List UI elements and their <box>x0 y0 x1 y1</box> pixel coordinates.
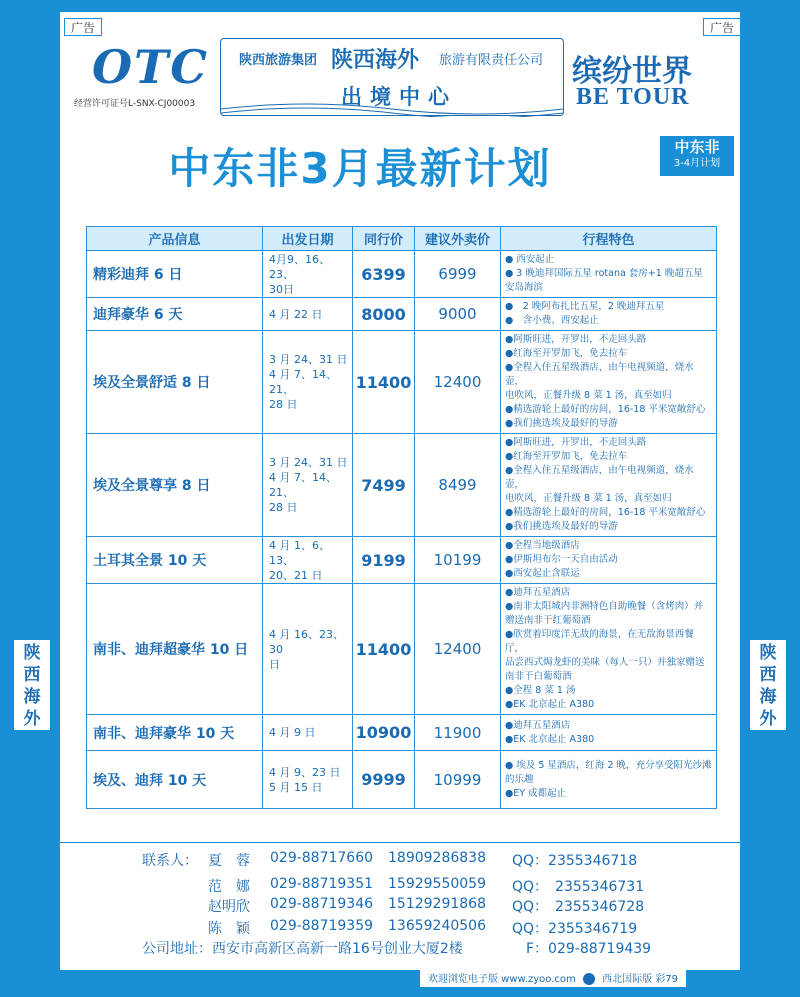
right-band <box>740 120 800 970</box>
product-name: 迪拜豪华 6 天 <box>87 298 263 331</box>
feature-line: ●迪拜五星酒店 <box>505 587 571 598</box>
product-name: 埃及全景尊享 8 日 <box>87 434 263 537</box>
feature-line: ●阿斯旺进，开罗出，不走回头路 <box>505 437 647 448</box>
product-name: 南非、迪拜豪华 10 天 <box>87 715 263 751</box>
contact-row <box>86 896 716 916</box>
contact-name: 范 娜 <box>208 879 250 895</box>
itinerary-table <box>86 226 716 809</box>
company-name: 旅游有限责任公司 <box>439 53 544 68</box>
departure-dates <box>263 331 353 434</box>
date-line: 日 <box>269 657 280 671</box>
departure-dates <box>263 584 353 715</box>
date-line: 28 日 <box>269 501 298 514</box>
trade-price: 11400 <box>353 584 415 715</box>
col-price: 同行价 <box>353 227 415 251</box>
date-line: 30日 <box>269 282 294 296</box>
table-row <box>87 584 717 715</box>
contact-row <box>86 850 716 870</box>
contact-mobile: 15929550059 <box>388 876 486 892</box>
contact-name: 陈 颖 <box>208 921 250 937</box>
header <box>60 12 740 120</box>
footer <box>420 968 686 987</box>
feature-line: ●EK 北京起止 A380 <box>505 699 595 710</box>
license-number: 经营许可证号L-SNX-CJ00003 <box>74 99 196 109</box>
table-row <box>87 751 717 809</box>
itinerary-features <box>501 751 717 809</box>
retail-price: 10199 <box>415 537 501 584</box>
date-line: 5 月 15 日 <box>269 780 323 794</box>
feature-line: ●精选游轮上最好的房间，16-18 平米宽敞舒心 <box>505 507 706 518</box>
feature-line: ● 西安起止 <box>505 254 555 265</box>
region-period: 3-4月计划 <box>673 158 721 169</box>
itinerary-features <box>501 298 717 331</box>
feature-line: ●全程 8 菜 1 汤 <box>505 685 576 696</box>
contact-mobile: 15129291868 <box>388 896 486 912</box>
feature-line: 电吹风，正餐升级 8 菜 1 汤，真至如归 <box>505 493 672 504</box>
feature-line: ●欣赏着印度洋无敌的海景，在无敌海景西餐厅， <box>505 629 694 654</box>
product-name: 精彩迪拜 6 日 <box>87 251 263 298</box>
date-line: 4 月 7、14、21、 <box>269 471 337 499</box>
date-line: 3 月 24、31 日 <box>269 456 348 469</box>
feature-line: 安岛海滨 <box>505 282 544 293</box>
date-line: 20、21 日 <box>269 568 323 582</box>
table-row <box>87 331 717 434</box>
feature-line: ● 埃及 5 星酒店，红海 2 晚，充分享受阳光沙滩 <box>505 759 712 771</box>
table-row <box>87 251 717 298</box>
trade-price: 9199 <box>353 537 415 584</box>
contact-tel: 029-88719359 <box>270 918 374 934</box>
date-line: 4 月 9 日 <box>269 726 316 739</box>
table-row <box>87 434 717 537</box>
date-line: 4 月 1、6、13、 <box>269 538 330 567</box>
date-line: 3 月 24、31 日 <box>269 353 348 366</box>
departure-dates <box>263 434 353 537</box>
company-fax: F：029-88719439 <box>526 941 652 957</box>
center-title: 出境中心 <box>341 85 457 109</box>
contact-tel: 029-88717660 <box>270 850 374 866</box>
retail-price: 6999 <box>415 251 501 298</box>
region-name: 中东非 <box>674 138 720 156</box>
region-tag <box>660 136 734 176</box>
product-name: 南非、迪拜超豪华 10 日 <box>87 584 263 715</box>
departure-dates <box>263 751 353 809</box>
tagline-en: BE TOUR <box>576 84 690 110</box>
departure-dates <box>263 715 353 751</box>
trade-price: 7499 <box>353 434 415 537</box>
feature-line: ●全程入住五星级酒店，由午电视频道，烧水壶， <box>505 465 694 490</box>
contact-qq: QQ：2355346718 <box>512 853 638 869</box>
col-product: 产品信息 <box>87 227 263 251</box>
date-line: 4月9、16、23、 <box>269 252 330 281</box>
retail-price: 11900 <box>415 715 501 751</box>
otc-logo: OTC <box>92 40 209 94</box>
table-row <box>87 537 717 584</box>
contact-tel: 029-88719346 <box>270 896 374 912</box>
col-dates: 出发日期 <box>263 227 353 251</box>
address-row <box>86 938 716 958</box>
footer-text: 欢迎浏览电子版 www.zyoo.com <box>428 974 576 985</box>
departure-dates <box>263 537 353 584</box>
date-line: 4 月 9、23 日 <box>269 765 341 779</box>
publisher-logo-icon <box>583 973 595 985</box>
page-title: 中东非3月最新计划 <box>168 144 552 193</box>
contact-qq: QQ：2355346719 <box>512 921 638 937</box>
wave-decoration <box>221 99 563 117</box>
footer-page: 彩79 <box>655 974 679 985</box>
feature-line: ●精选游轮上最好的房间，16-18 平米宽敞舒心 <box>505 404 706 415</box>
col-sell: 建议外卖价 <box>415 227 501 251</box>
feature-line: ●我们挑选埃及最好的导游 <box>505 521 618 532</box>
retail-price: 9000 <box>415 298 501 331</box>
company-address: 公司地址：西安市高新区高新一路16号创业大厦2楼 <box>142 941 463 957</box>
table-row <box>87 298 717 331</box>
date-line: 4 月 16、23、30 <box>269 627 344 656</box>
feature-line: ●红海至开罗加飞，免去拉车 <box>505 451 628 462</box>
table-header-row <box>87 227 717 251</box>
feature-line: 的乐趣 <box>505 773 534 785</box>
contact-qq: QQ： 2355346731 <box>512 879 645 895</box>
group-name: 陕西旅游集团 <box>239 53 318 68</box>
feature-line: ● 3 晚迪拜国际五星 rotana 套房+1 晚超五星 <box>505 268 703 279</box>
brand-name: 陕西海外 <box>331 47 420 73</box>
contact-name: 赵明欣 <box>208 899 250 915</box>
itinerary-features <box>501 331 717 434</box>
feature-line: ●南非太阳城内非洲特色自助晚餐（含烤肉）并 <box>505 601 704 612</box>
trade-price: 9999 <box>353 751 415 809</box>
table-row <box>87 715 717 751</box>
trade-price: 10900 <box>353 715 415 751</box>
feature-line: ● 2 晚阿布扎比五星，2 晚迪拜五星 <box>505 301 665 312</box>
retail-price: 12400 <box>415 584 501 715</box>
divider <box>60 842 740 843</box>
contact-qq: QQ： 2355346728 <box>512 899 645 915</box>
feature-line: ●迪拜五星酒店 <box>505 719 571 731</box>
product-name: 埃及、迪拜 10 天 <box>87 751 263 809</box>
contact-label: 联系人： <box>142 853 198 869</box>
itinerary-features <box>501 715 717 751</box>
date-line: 4 月 7、14、21、 <box>269 368 337 396</box>
retail-price: 8499 <box>415 434 501 537</box>
itinerary-features <box>501 251 717 298</box>
product-name: 土耳其全景 10 天 <box>87 537 263 584</box>
product-name: 埃及全景舒适 8 日 <box>87 331 263 434</box>
contact-mobile: 13659240506 <box>388 918 486 934</box>
contact-row <box>86 918 716 938</box>
footer-edition: 西北国际版 <box>602 974 653 985</box>
feature-line: ●EY 成都起止 <box>505 787 567 799</box>
ad-tag-left: 广告 <box>64 18 102 36</box>
feature-line: 赠送南非干红葡萄酒 <box>505 615 591 626</box>
feature-line: ●红海至开罗加飞，免去拉车 <box>505 348 628 359</box>
retail-price: 10999 <box>415 751 501 809</box>
contact-tel: 029-88719351 <box>270 876 374 892</box>
feature-line: ●阿斯旺进，开罗出，不走回头路 <box>505 334 647 345</box>
contact-row <box>86 876 716 896</box>
contact-name: 夏 蓉 <box>208 853 250 869</box>
date-line: 4 月 22 日 <box>269 307 323 321</box>
tagline-cn: 缤纷世界 <box>572 54 692 89</box>
feature-line: ●EK 北京起止 A380 <box>505 733 595 745</box>
itinerary-features <box>501 537 717 584</box>
agency-box <box>220 38 564 116</box>
departure-dates <box>263 251 353 298</box>
trade-price: 6399 <box>353 251 415 298</box>
col-features: 行程特色 <box>501 227 717 251</box>
side-label-left: 陕 西 海 外 <box>14 640 50 730</box>
ad-tag-right: 广告 <box>703 18 741 36</box>
feature-line: ●全程当地级酒店 <box>505 540 580 551</box>
date-line: 28 日 <box>269 398 298 411</box>
trade-price: 11400 <box>353 331 415 434</box>
itinerary-features <box>501 584 717 715</box>
trade-price: 8000 <box>353 298 415 331</box>
side-label-right: 陕 西 海 外 <box>750 640 786 730</box>
feature-line: ●我们挑选埃及最好的导游 <box>505 418 618 429</box>
departure-dates <box>263 298 353 331</box>
itinerary-features <box>501 434 717 537</box>
feature-line: ●伊斯坦布尔一天自由活动 <box>505 554 618 565</box>
feature-line: 电吹风，正餐升级 8 菜 1 汤，真至如归 <box>505 390 672 401</box>
feature-line: 南非干白葡萄酒 <box>505 671 572 682</box>
feature-line: ● 含小费、西安起止 <box>505 315 599 326</box>
feature-line: ●全程入住五星级酒店，由午电视频道，烧水壶， <box>505 362 694 387</box>
left-band <box>0 120 60 970</box>
contact-mobile: 18909286838 <box>388 850 486 866</box>
feature-line: ●西安起止含联运 <box>505 568 580 579</box>
feature-line: 品尝西式焗龙虾的美味（每人一只）并独家赠送 <box>505 657 705 668</box>
retail-price: 12400 <box>415 331 501 434</box>
